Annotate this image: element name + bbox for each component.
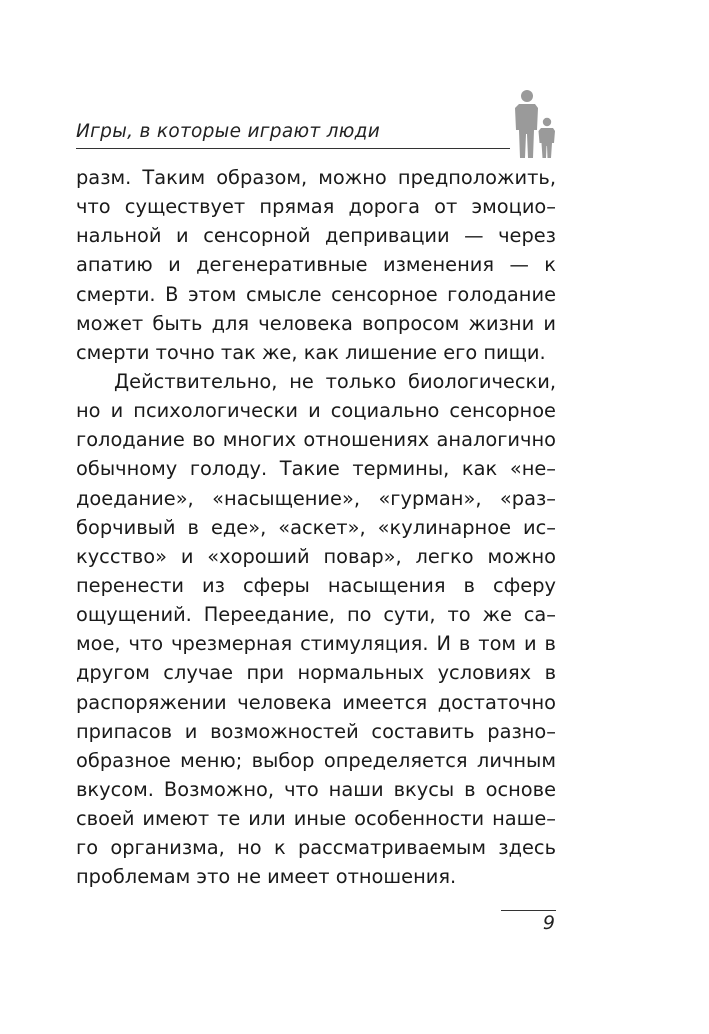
text-line: что существует прямая дорога от эмоцио– [76,195,556,219]
text-line: мое, что чрезмерная стимуляция. И в том и в [76,632,556,656]
text-line: Действительно, не только биологически, [114,369,556,393]
text-line: распоряжении человека имеется достаточно [76,690,556,714]
footer-rule [501,910,556,911]
text-line: го организма, но к рассматриваемым здесь [76,836,556,860]
text-line: голодание во многих отношениях аналогично [76,428,556,452]
text-line: нальной и сенсорной депривации — через [76,224,556,248]
text-line: припасов и возможностей составить разно– [76,719,556,743]
parent-and-child-silhouette-icon [500,88,562,160]
text-line: доедание», «насыщение», «гурман», «раз– [76,486,556,510]
text-line: может быть для человека вопросом жизни и [76,311,556,335]
text-line: своей имеют те или иные особенности наше– [76,807,556,831]
text-line: перенести из сферы насыщения в сферу [76,573,556,597]
text-line: вкусом. Возможно, что наши вкусы в основе [76,777,556,801]
text-line: смерти точно так же, как лишение его пищи. [76,340,546,364]
header-rule [76,148,510,149]
text-line: обычному голоду. Такие термины, как «не– [76,457,556,481]
text-line: борчивый в еде», «аскет», «кулинарное ис– [76,515,556,539]
text-line: образное меню; выбор определяется личным [76,748,556,772]
text-line: другом случае при нормальных условиях в [76,661,556,685]
text-line: проблемам это не имеет отношения. [76,865,457,889]
text-line: кусство» и «хороший повар», легко можно [76,544,556,568]
page-number: 9 [542,912,555,934]
text-line: ощущений. Переедание, по сути, то же са– [76,603,556,627]
text-line: смерти. В этом смысле сенсорное голодание [76,282,556,306]
running-header-title: Игры, в которые играют люди [76,121,381,142]
body-text [76,163,556,892]
text-line: но и психологически и социально сенсорное [76,399,556,423]
text-line: апатию и дегенеративные изменения — к [76,253,556,277]
text-line: разм. Таким образом, можно предположить, [76,166,556,189]
